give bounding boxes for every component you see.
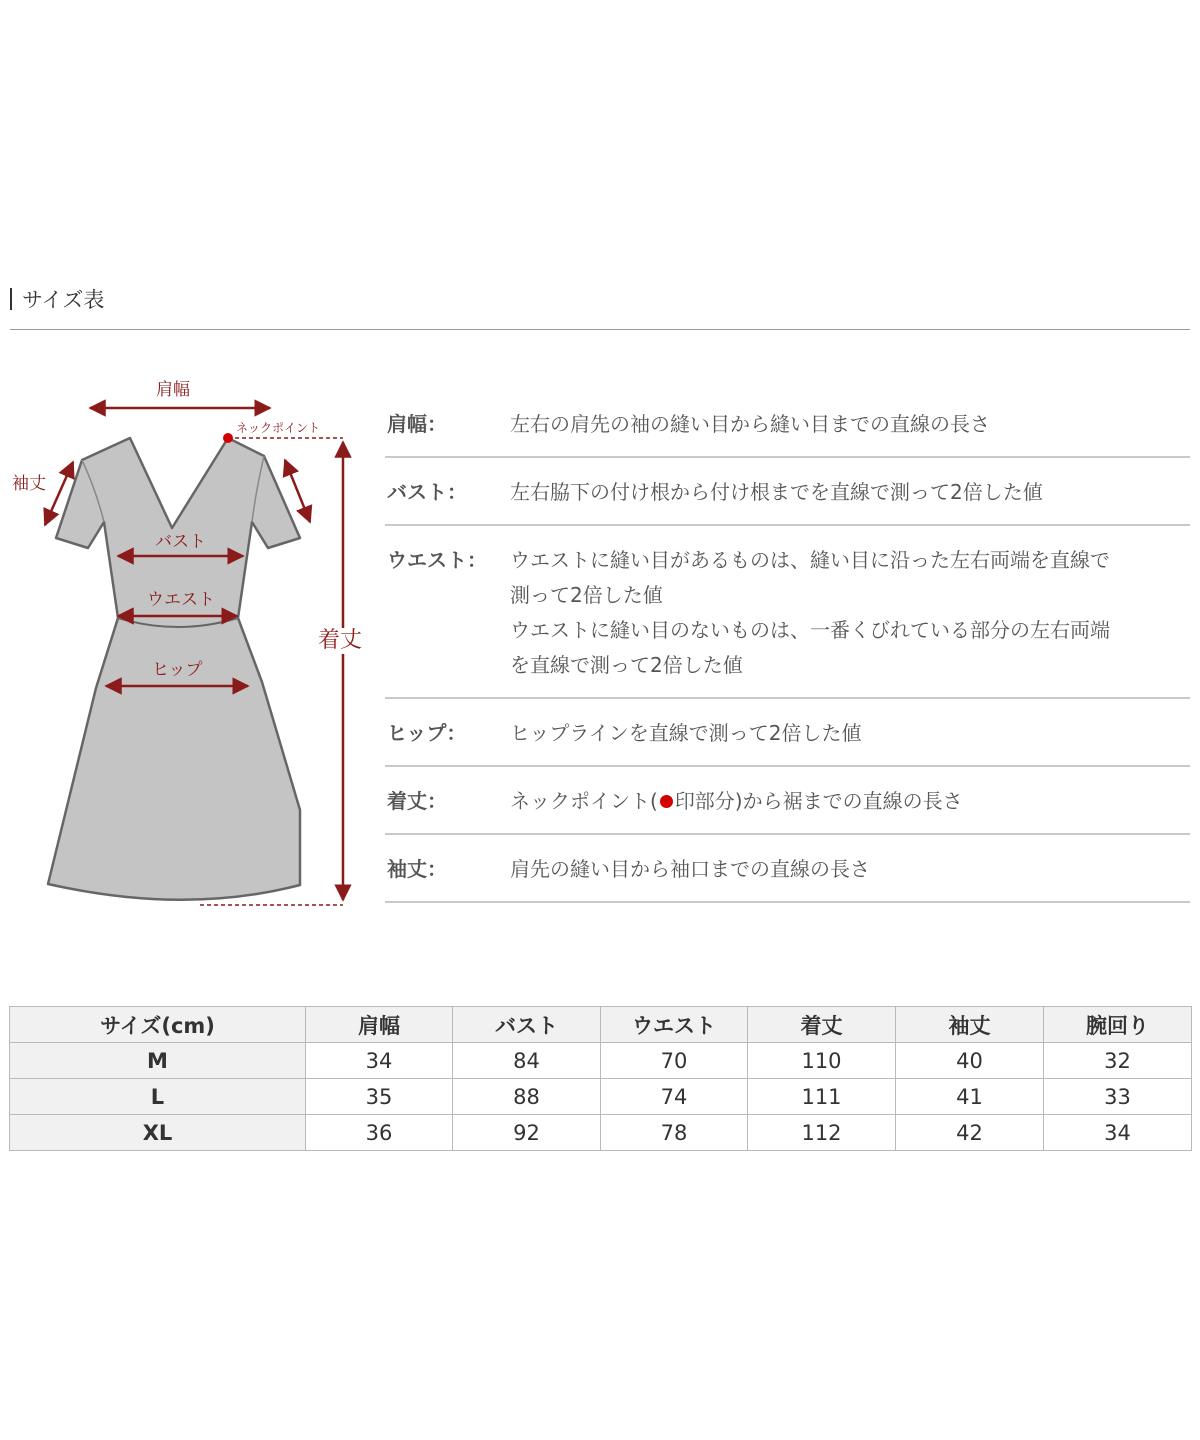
definition-line: 測って2倍した値	[510, 583, 663, 607]
definition-line: を直線で測って2倍した値	[510, 653, 743, 677]
red-dot-icon	[223, 433, 233, 443]
column-header: バスト	[453, 1007, 601, 1043]
definition-text	[510, 475, 1190, 510]
definition-term: 袖丈：	[387, 857, 447, 881]
definition-text	[510, 407, 1190, 442]
definition-term: ウエスト：	[387, 548, 487, 572]
definition-term: 着丈：	[387, 789, 447, 813]
definition-line: ヒップラインを直線で測って2倍した値	[510, 721, 862, 745]
column-header: 肩幅	[306, 1007, 453, 1043]
definition-text	[510, 716, 1190, 751]
table-row	[10, 1115, 1192, 1151]
table-cell: 36	[306, 1115, 453, 1151]
column-header: ウエスト	[601, 1007, 748, 1043]
heading-bar-icon	[10, 288, 12, 310]
table-header-row	[10, 1007, 1192, 1043]
table-cell: 33	[1044, 1079, 1192, 1115]
table-cell: 41	[896, 1079, 1044, 1115]
table-cell: 32	[1044, 1043, 1192, 1079]
table-cell: 112	[748, 1115, 896, 1151]
table-cell: 78	[601, 1115, 748, 1151]
size-label: L	[10, 1079, 306, 1115]
definition-term: 肩幅：	[387, 412, 447, 436]
definition-row-waist	[385, 526, 1190, 699]
column-header: 着丈	[748, 1007, 896, 1043]
table-row	[10, 1043, 1192, 1079]
definition-term: ヒップ：	[387, 721, 467, 745]
table-cell: 88	[453, 1079, 601, 1115]
column-header: 袖丈	[896, 1007, 1044, 1043]
table-cell: 92	[453, 1115, 601, 1151]
table-cell: 111	[748, 1079, 896, 1115]
column-header: 腕回り	[1044, 1007, 1192, 1043]
definition-row-sleeve	[385, 835, 1190, 903]
size-label: M	[10, 1043, 306, 1079]
label-hip: ヒップ	[152, 660, 203, 680]
definition-line: 左右脇下の付け根から付け根までを直線で測って2倍した値	[510, 480, 1043, 504]
label-sleeve: 袖丈	[12, 474, 46, 494]
definition-text-pre: ネックポイント(	[510, 789, 658, 813]
table-cell: 40	[896, 1043, 1044, 1079]
definition-text	[510, 784, 1190, 819]
definition-line: 肩先の縫い目から袖口までの直線の長さ	[510, 857, 870, 881]
label-waist: ウエスト	[147, 590, 215, 610]
table-cell: 34	[1044, 1115, 1192, 1151]
definition-row-shoulder	[385, 390, 1190, 458]
heading-divider	[10, 329, 1190, 330]
label-shoulder: 肩幅	[156, 380, 190, 400]
definition-text-post: 印部分)から裾までの直線の長さ	[674, 789, 963, 813]
section-title: サイズ表	[22, 288, 105, 312]
definition-line: 左右の肩先の袖の縫い目から縫い目までの直線の長さ	[510, 412, 990, 436]
definition-text	[510, 852, 1190, 887]
definition-line: ウエストに縫い目があるものは、縫い目に沿った左右両端を直線で	[510, 548, 1110, 572]
table-cell: 74	[601, 1079, 748, 1115]
label-neck-point: ネックポイント	[236, 421, 321, 435]
table-cell: 42	[896, 1115, 1044, 1151]
size-label: XL	[10, 1115, 306, 1151]
red-dot-icon	[660, 795, 673, 808]
label-bust: バスト	[155, 532, 206, 552]
garment-diagram	[0, 370, 380, 930]
table-cell: 70	[601, 1043, 748, 1079]
definition-line: ウエストに縫い目のないものは、一番くびれている部分の左右両端	[510, 618, 1110, 642]
column-header: サイズ(cm)	[10, 1007, 306, 1043]
label-length: 着丈	[318, 628, 363, 653]
table-cell: 35	[306, 1079, 453, 1115]
definition-row-hip	[385, 699, 1190, 767]
definition-text	[510, 543, 1190, 683]
definition-row-length	[385, 767, 1190, 835]
definition-row-bust	[385, 458, 1190, 526]
definitions-list	[385, 390, 1190, 903]
definition-term: バスト：	[387, 480, 467, 504]
table-row	[10, 1079, 1192, 1115]
section-heading	[10, 284, 104, 314]
table-cell: 34	[306, 1043, 453, 1079]
table-cell: 84	[453, 1043, 601, 1079]
size-table	[9, 1006, 1192, 1151]
table-cell: 110	[748, 1043, 896, 1079]
